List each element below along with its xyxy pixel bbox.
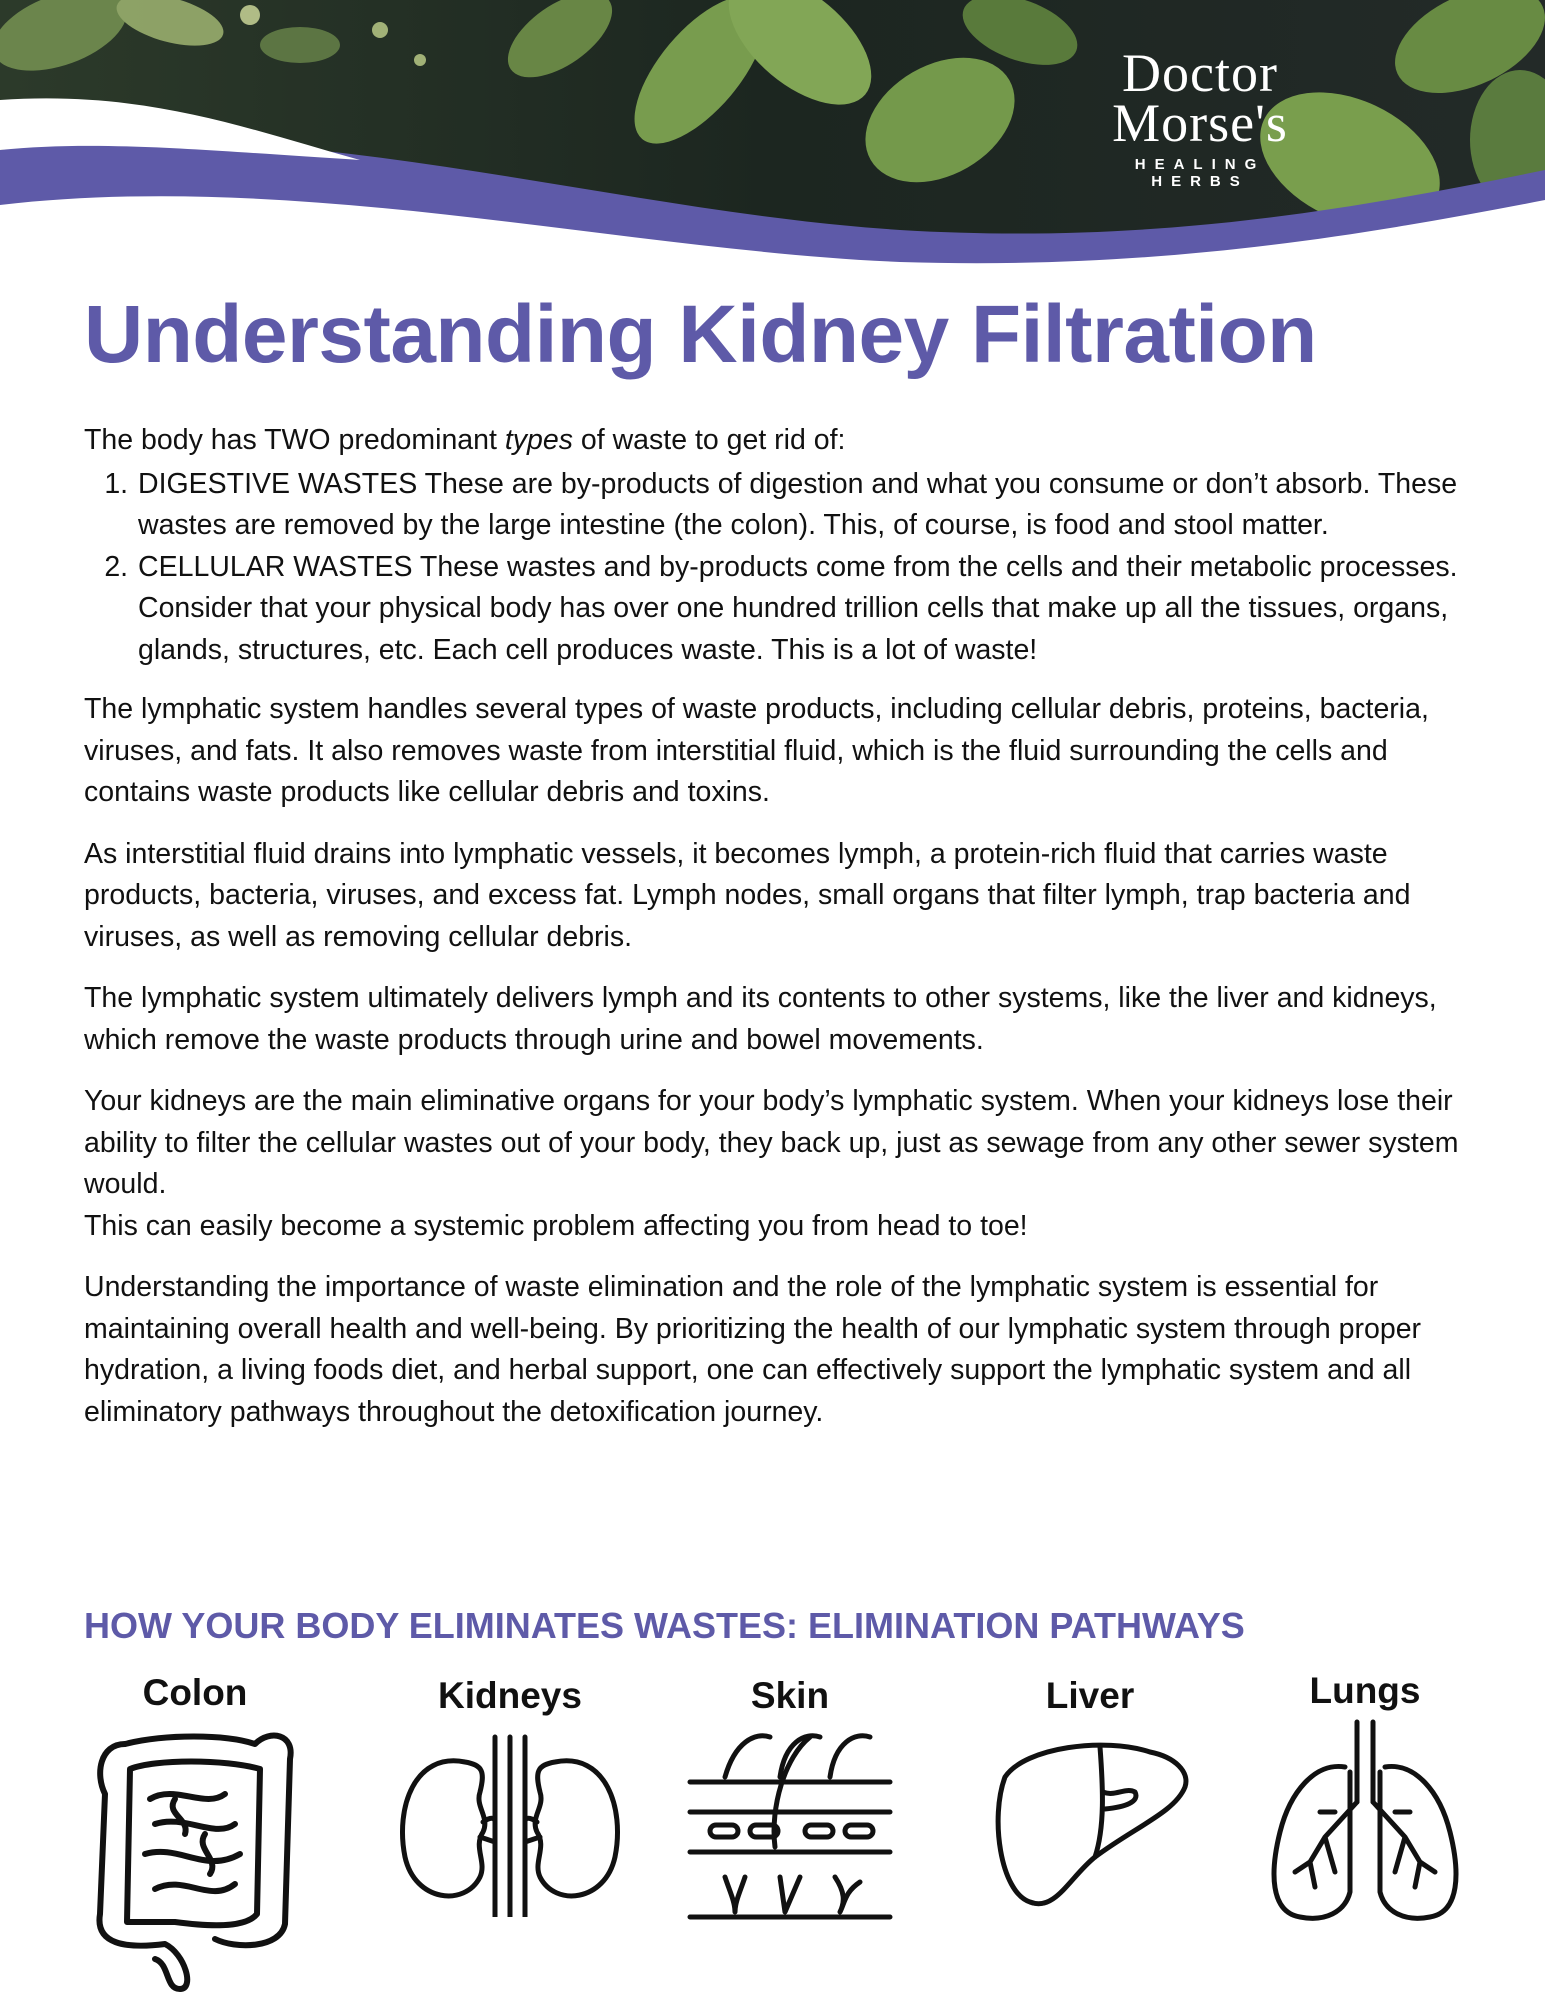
organ-liver	[985, 1675, 1195, 1917]
organ-label: Liver	[1045, 1675, 1135, 1716]
organ-colon	[85, 1672, 305, 1994]
brand-logo	[1080, 43, 1320, 190]
paragraph: This can easily become a systemic problem affecting you from head to toe!	[84, 1209, 1028, 1242]
list-item: 1. DIGESTIVE WASTES These are by-products of digestion and what you consume or don’t absorb. These wastes are removed by the large intestine (the colon). This, of course, is food and stool matter.	[136, 464, 1484, 547]
paragraph: Understanding the importance of waste elimination and the role of the lymphatic system is essential for maintaining overall health and well-being. By prioritizing the health of our lymphatic system through proper hydration, a living foods diet, and herbal support, one can effectively support the lymphatic system and all eliminatory pathways throughout the detoxification journey.	[84, 1271, 1422, 1428]
organ-skin	[685, 1675, 895, 1927]
page-title: Understanding Kidney Filtration	[84, 289, 1317, 380]
organ-label: Lungs	[1309, 1670, 1421, 1711]
brand-name-line2: Morse's	[1112, 93, 1288, 153]
brand-tagline: HEALING HERBS	[1134, 156, 1266, 190]
header-banner	[0, 0, 1545, 300]
intro-text: The body has TWO predominant	[84, 424, 505, 456]
paragraph: Your kidneys are the main eliminative organs for your body’s lymphatic system. When your kidneys lose their ability to filter the cellular wastes out of your body, they back up, just as sewage from any other sewer system would.	[84, 1085, 1459, 1200]
intro-text-end: of waste to get rid of:	[572, 424, 846, 456]
intro-emphasis: types	[504, 424, 573, 456]
waste-types-list	[84, 464, 1484, 672]
organ-kidneys	[395, 1675, 625, 1917]
brand-name-line1: Doctor	[1122, 43, 1278, 103]
colon-icon	[85, 1714, 305, 1994]
paragraph: As interstitial fluid drains into lymphatic vessels, it becomes lymph, a protein-rich fluid that carries waste products, bacteria, viruses, and excess fat. Lymph nodes, small organs that filter lymph, trap bacteria and viruses, as well as removing cellular debris.	[84, 837, 1411, 953]
article-body	[84, 420, 1484, 1453]
organ-label: Colon	[142, 1672, 248, 1713]
section-heading: HOW YOUR BODY ELIMINATES WASTES: ELIMINATION PATHWAYS	[84, 1605, 1245, 1646]
organ-lungs	[1265, 1670, 1465, 1922]
intro-paragraph	[84, 420, 1484, 462]
lungs-icon	[1265, 1712, 1465, 1922]
kidneys-icon	[395, 1717, 625, 1917]
skin-icon	[685, 1717, 895, 1927]
paragraph: The lymphatic system ultimately delivers lymph and its contents to other systems, like the liver and kidneys, which remove the waste products through urine and bowel movements.	[84, 982, 1437, 1056]
paragraph: The lymphatic system handles several types of waste products, including cellular debris, proteins, bacteria, viruses, and fats. It also removes waste from interstitial fluid, which is the fluid surrounding the cells and contains waste products like cellular debris and toxins.	[84, 693, 1429, 808]
liver-icon	[985, 1717, 1195, 1917]
organ-label: Kidneys	[438, 1675, 582, 1716]
list-item: 2. CELLULAR WASTES These wastes and by-products come from the cells and their metabolic processes. Consider that your physical body has over one hundred trillion cells that make up all the tissues, organs, glands, structures, etc. Each cell produces waste. This is a lot of waste!	[136, 547, 1484, 672]
organ-label: Skin	[750, 1675, 830, 1716]
